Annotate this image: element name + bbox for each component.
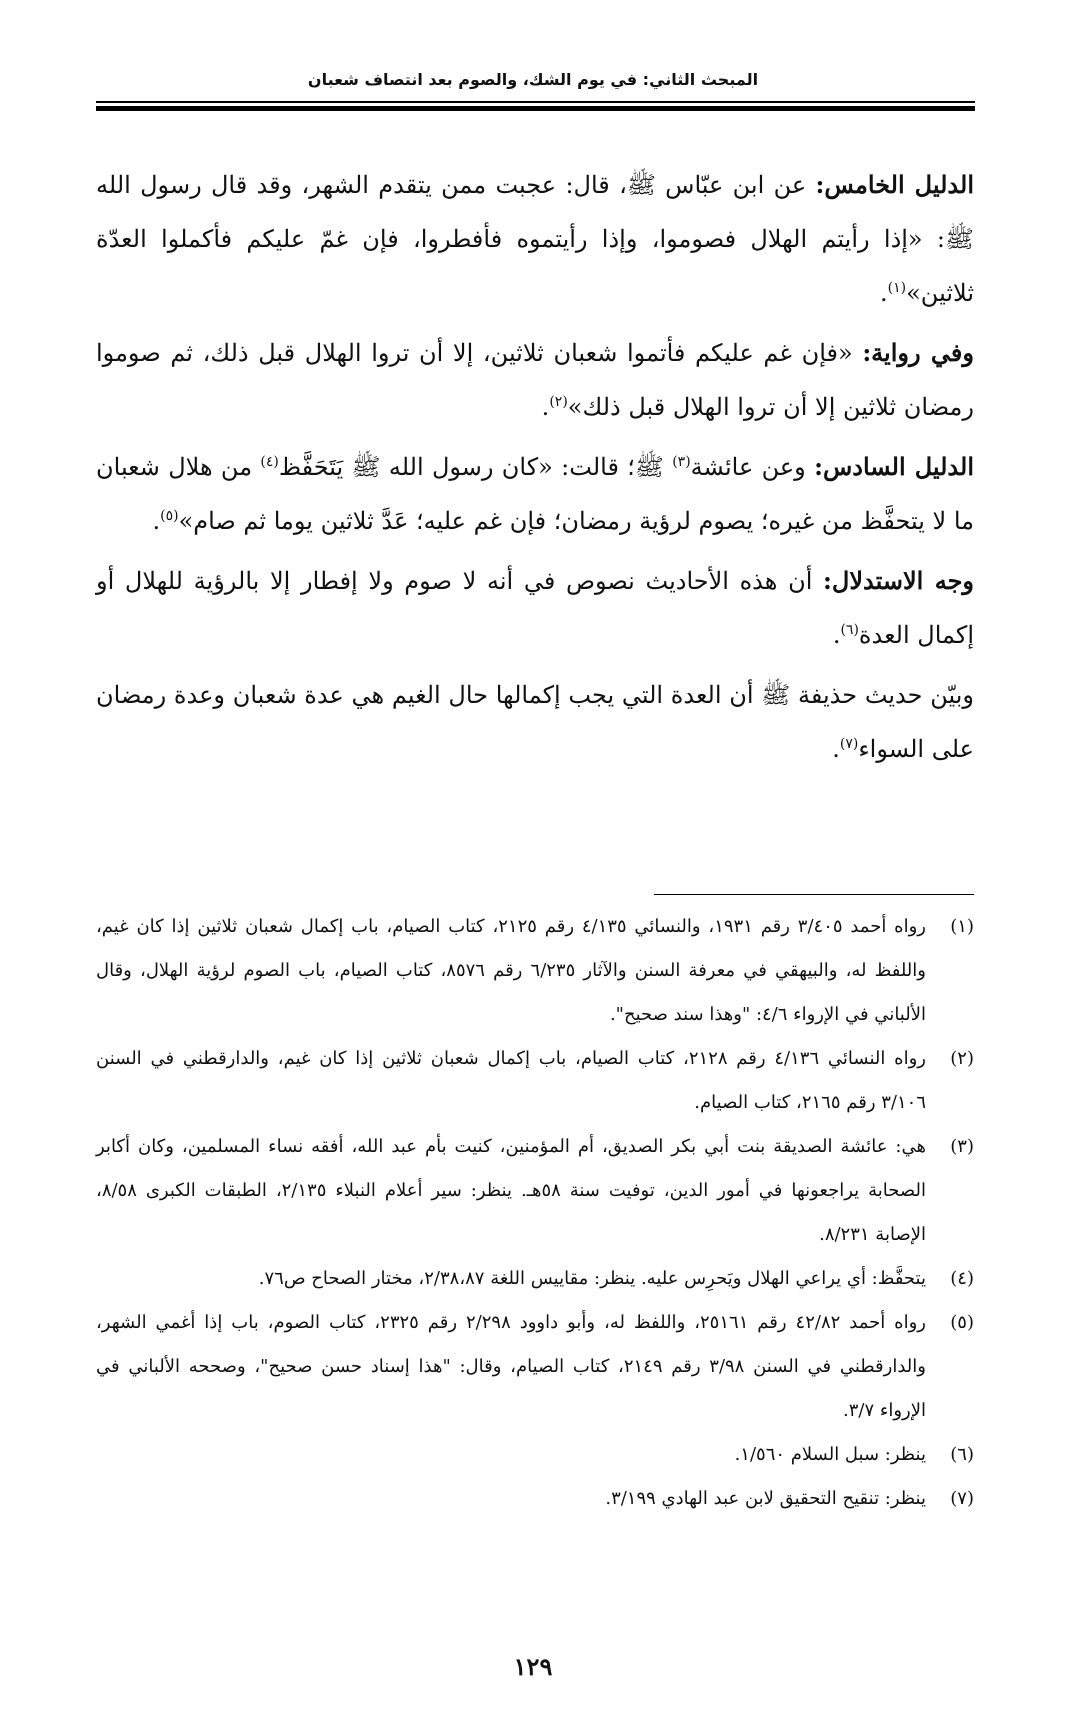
footnote-number: (٥): [950, 1312, 974, 1333]
footnote: [96, 1257, 974, 1301]
footnote-ref[interactable]: (٧): [839, 736, 859, 752]
footnote-text: رواه النسائي ٤/١٣٦ رقم ٢١٢٨، كتاب الصيام، باب إكمال شعبان ثلاثين إذا كان غيم، والدارقطني في السنن ٣/١٠٦ رقم ٢١٦٥، كتاب الصيام.: [96, 1048, 926, 1113]
header-rule: [96, 101, 975, 111]
footnote-number: (٧): [950, 1488, 974, 1509]
period: .: [880, 279, 888, 307]
footnote-text: يتحفَّظ: أي يراعي الهلال ويَحرِس عليه. ينظر: مقاييس اللغة ٢/٣٨،٨٧، مختار الصحاح ص٧٦.: [258, 1268, 926, 1289]
paragraph-label: وجه الاستدلال:: [823, 566, 975, 595]
paragraph-text: وعن عائشة: [690, 453, 815, 481]
footnote-text: رواه أحمد ٣/٤٠٥ رقم ١٩٣١، والنسائي ٤/١٣٥ رقم ٢١٢٥، كتاب الصيام، باب إكمال شعبان ثلاثين إذا كان غيم، واللفظ له، والبيهقي في معرفة السنن والآثار ٦/٢٣٥ رقم ٨٥٧٦، كتاب الصيام، باب الصوم لرؤية الهلال، وقال الألباني في الإرواء ٤/٦: "وهذا سند صحيح".: [96, 916, 926, 1025]
footnote-ref[interactable]: (١): [887, 280, 907, 296]
footnote: [96, 1301, 974, 1433]
paragraph-evidence-six: [96, 440, 974, 548]
paragraph-label: الدليل السادس:: [814, 452, 974, 481]
paragraph-evidence-five: [96, 158, 974, 320]
footnote-text: ينظر: تنقيح التحقيق لابن عبد الهادي ٣/١٩٩.: [605, 1488, 926, 1509]
footnotes: [96, 905, 974, 1521]
footnote-number: (١): [950, 916, 974, 937]
footnote-ref[interactable]: (٣): [672, 454, 691, 470]
footnote-number: (٢): [950, 1048, 974, 1069]
page-number: ١٢٩: [513, 1652, 553, 1681]
footnote: [96, 1125, 974, 1257]
footnote-number: (٣): [950, 1136, 974, 1157]
paragraph-hudhayfa: [96, 668, 974, 776]
paragraph-text: ﷺ؛ قالت: «كان رسول الله ﷺ يَتَحَفَّظ: [278, 453, 673, 481]
paragraph-narration: [96, 326, 974, 434]
footnote: [96, 1037, 974, 1125]
paragraph-inference: [96, 554, 974, 662]
footnote-ref[interactable]: (٥): [160, 508, 179, 524]
paragraph-text: وبيّن حديث حذيفة ﷺ أن العدة التي يجب إكمالها حال الغيم هي عدة شعبان وعدة رمضان على السواء: [96, 681, 974, 763]
paragraph-label: وفي رواية:: [862, 338, 974, 367]
footnote: [96, 905, 974, 1037]
period: .: [832, 621, 841, 649]
footnote: [96, 1433, 974, 1477]
paragraph-text: «فإن غم عليكم فأتموا شعبان ثلاثين، إلا أن تروا الهلال قبل ذلك، ثم صوموا رمضان ثلاثين إلا أن تروا الهلال قبل ذلك»: [96, 339, 974, 421]
footnote-separator: [654, 894, 974, 895]
footnote-ref[interactable]: (٢): [549, 394, 568, 410]
footnote-text: رواه أحمد ٤٢/٨٢ رقم ٢٥١٦١، واللفظ له، وأبو داوود ٢/٢٩٨ رقم ٢٣٢٥، كتاب الصوم، باب إذا أغمي الشهر، والدارقطني في السنن ٣/٩٨ رقم ٢١٤٩، كتاب الصيام، وقال: "هذا إسناد حسن صحيح"، وصححه الألباني في الإرواء ٣/٧.: [96, 1312, 926, 1421]
period: .: [152, 507, 161, 535]
footnote-ref[interactable]: (٤): [260, 454, 279, 470]
footnote-number: (٤): [950, 1268, 974, 1289]
period: .: [832, 735, 840, 763]
paragraph-text: أن هذه الأحاديث نصوص في أنه لا صوم ولا إفطار إلا بالرؤية للهلال أو إكمال العدة: [96, 567, 974, 649]
main-text: [96, 158, 974, 782]
footnote: [96, 1477, 974, 1521]
paragraph-text: عن ابن عبّاس ﷺ، قال: عجبت ممن يتقدم الشهر، وقد قال رسول الله ﷺ: «إذا رأيتم الهلال فصوموا، وإذا رأيتموه فأفطروا، فإن غمّ عليكم فأكملوا العدّة ثلاثين»: [96, 171, 974, 307]
footnote-ref[interactable]: (٦): [840, 622, 859, 638]
period: .: [541, 393, 550, 421]
paragraph-label: الدليل الخامس:: [815, 170, 974, 199]
paragraph-text: من هلال شعبان ما لا يتحفَّظ من غيره؛ يصوم لرؤية رمضان؛ فإن غم عليه؛ عَدَّ ثلاثين يوما ثم صام»: [96, 453, 974, 535]
footnote-text: هي: عائشة الصديقة بنت أبي بكر الصديق، أم المؤمنين، كنيت بأم عبد الله، أفقه نساء المسلمين، وكان أكابر الصحابة يراجعونها في أمور الدين، توفيت سنة ٥٨هـ. ينظر: سير أعلام النبلاء ٢/١٣٥، الطبقات الكبرى ٨/٥٨، الإصابة ٨/٢٣١.: [96, 1136, 926, 1245]
footnote-number: (٦): [950, 1444, 974, 1465]
running-title: المبحث الثاني: في يوم الشك، والصوم بعد انتصاف شعبان: [307, 70, 759, 89]
footnote-text: ينظر: سبل السلام ١/٥٦٠.: [734, 1444, 926, 1465]
